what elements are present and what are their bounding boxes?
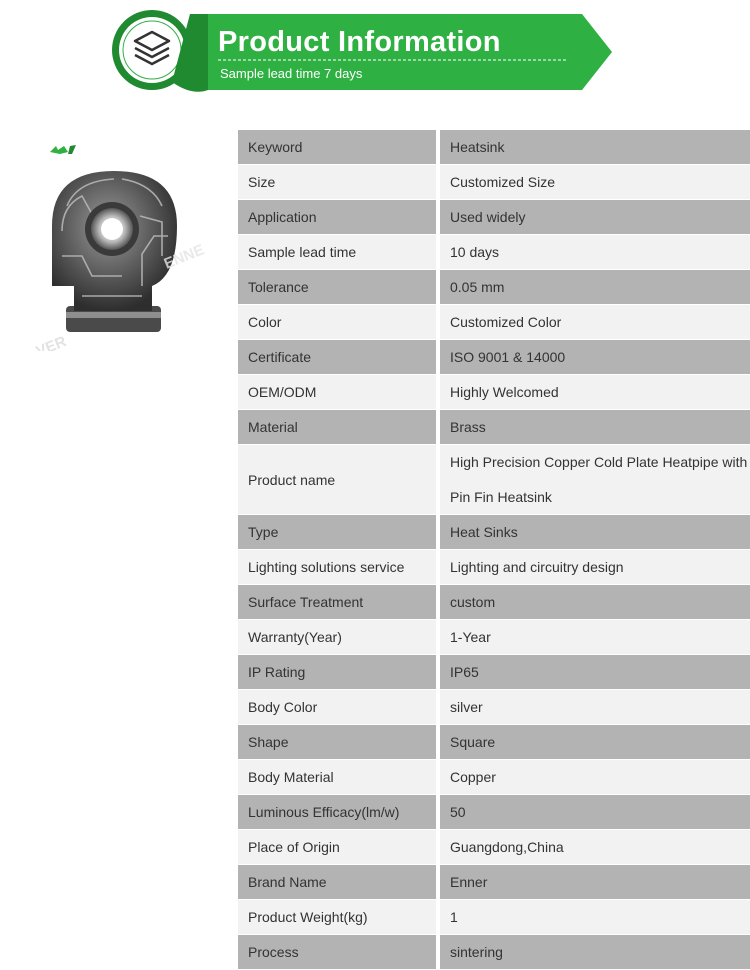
table-row xyxy=(238,410,750,445)
table-row xyxy=(238,725,750,760)
table-row xyxy=(238,585,750,620)
spec-key: Tolerance xyxy=(238,270,440,305)
spec-value: custom xyxy=(440,585,750,620)
spec-value: silver xyxy=(440,690,750,725)
table-row xyxy=(238,900,750,935)
spec-table xyxy=(238,130,750,970)
table-row xyxy=(238,655,750,690)
table-row xyxy=(238,375,750,410)
table-row xyxy=(238,340,750,375)
table-row xyxy=(238,865,750,900)
spec-value: IP65 xyxy=(440,655,750,690)
table-row xyxy=(238,270,750,305)
spec-key: Application xyxy=(238,200,440,235)
table-row xyxy=(238,165,750,200)
spec-value: Guangdong,China xyxy=(440,830,750,865)
spec-value: sintering xyxy=(440,935,750,970)
spec-value: Heat Sinks xyxy=(440,515,750,550)
spec-value: Customized Color xyxy=(440,305,750,340)
spec-key: Size xyxy=(238,165,440,200)
table-row xyxy=(238,200,750,235)
spec-key: Surface Treatment xyxy=(238,585,440,620)
spec-key: Body Color xyxy=(238,690,440,725)
spec-key: Type xyxy=(238,515,440,550)
spec-value: Heatsink xyxy=(440,130,750,165)
spec-key: Product Weight(kg) xyxy=(238,900,440,935)
spec-value: ISO 9001 & 14000 xyxy=(440,340,750,375)
spec-key: Luminous Efficacy(lm/w) xyxy=(238,795,440,830)
spec-key: Body Material xyxy=(238,760,440,795)
spec-value: 1-Year xyxy=(440,620,750,655)
spec-value: Used widely xyxy=(440,200,750,235)
spec-key: Brand Name xyxy=(238,865,440,900)
spec-value: High Precision Copper Cold Plate Heatpipe with Pin Fin Heatsink xyxy=(440,445,750,515)
spec-key: Warranty(Year) xyxy=(238,620,440,655)
spec-key: Keyword xyxy=(238,130,440,165)
spec-value: Brass xyxy=(440,410,750,445)
table-row xyxy=(238,130,750,165)
spec-value: 1 xyxy=(440,900,750,935)
brand-logo xyxy=(50,145,76,154)
table-row xyxy=(238,305,750,340)
spec-value: Copper xyxy=(440,760,750,795)
spec-key: Certificate xyxy=(238,340,440,375)
table-row xyxy=(238,760,750,795)
spec-key: IP Rating xyxy=(238,655,440,690)
table-row xyxy=(238,620,750,655)
spec-value: Lighting and circuitry design xyxy=(440,550,750,585)
spec-value: 50 xyxy=(440,795,750,830)
table-row xyxy=(238,935,750,970)
table-row xyxy=(238,795,750,830)
table-row xyxy=(238,550,750,585)
product-image xyxy=(22,136,232,351)
product-info-banner xyxy=(112,10,617,92)
spec-key: Product name xyxy=(238,445,440,515)
spec-key: Material xyxy=(238,410,440,445)
spec-key: OEM/ODM xyxy=(238,375,440,410)
spec-value: 0.05 mm xyxy=(440,270,750,305)
banner-subtitle: Sample lead time 7 days xyxy=(220,66,363,81)
table-row xyxy=(238,515,750,550)
banner-title: Product Information xyxy=(218,26,501,58)
spec-key: Process xyxy=(238,935,440,970)
svg-text:ENNE: ENNE xyxy=(161,241,207,273)
spec-value: Customized Size xyxy=(440,165,750,200)
table-row xyxy=(238,690,750,725)
spec-key: Color xyxy=(238,305,440,340)
spec-value: 10 days xyxy=(440,235,750,270)
svg-text:VER: VER xyxy=(33,333,69,351)
spec-key: Sample lead time xyxy=(238,235,440,270)
spec-key: Place of Origin xyxy=(238,830,440,865)
spec-value: Highly Welcomed xyxy=(440,375,750,410)
spec-value: Square xyxy=(440,725,750,760)
spec-key: Lighting solutions service xyxy=(238,550,440,585)
spec-value: Enner xyxy=(440,865,750,900)
spec-key: Shape xyxy=(238,725,440,760)
table-row xyxy=(238,445,750,515)
table-row xyxy=(238,830,750,865)
table-row xyxy=(238,235,750,270)
